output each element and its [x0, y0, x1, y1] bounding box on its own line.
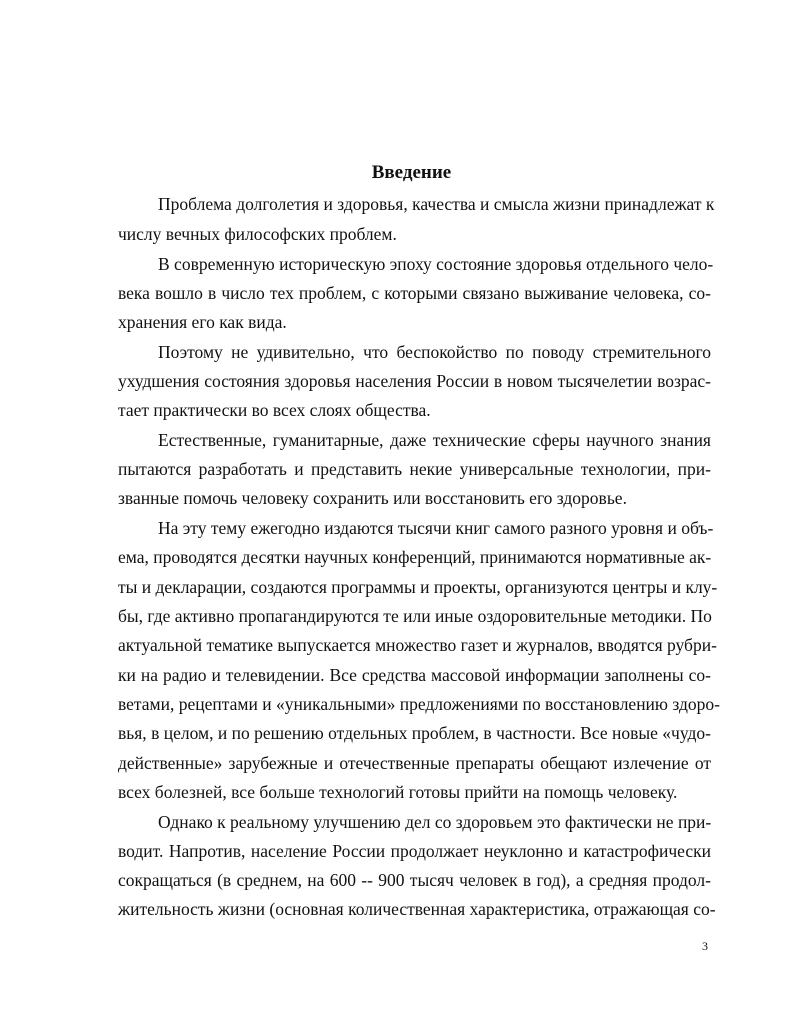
text-line: жительность жизни (основная количественная характеристика, отражающая со- [118, 899, 716, 919]
text-line: бы, где активно пропагандируются те или иные оздоровительные методики. По [118, 606, 712, 626]
text-line: На эту тему ежегодно издаются тысячи книг самого разного уровня и объ- [158, 518, 714, 538]
text-line: хранения его как вида. [118, 312, 287, 332]
text-line: В современную историческую эпоху состояние здоровья отдельного чело- [158, 254, 714, 274]
text-line: ки на радио и телевидении. Все средства массовой информации заполнены со- [118, 665, 711, 685]
text-line: ема, проводятся десятки научных конференций, принимаются нормативные ак- [118, 547, 712, 567]
text-line: званные помочь человеку сохранить или восстановить его здоровье. [118, 488, 627, 508]
page-number: 3 [702, 939, 708, 953]
text-line: Однако к реальному улучшению дел со здоровьем это фактически не при- [158, 812, 712, 832]
text-line: сокращаться (в среднем, на 600 -- 900 тысяч человек в год), а средняя продол- [118, 870, 711, 890]
text-line: вья, в целом, и по решению отдельных проблем, в частности. Все новые «чудо- [118, 723, 711, 743]
text-line: Естественные, гуманитарные, даже технические сферы научного знания [158, 430, 711, 450]
text-line: всех болезней, все больше технологий готовы прийти на помощь человеку. [118, 782, 678, 802]
text-line: ухудшения состояния здоровья населения России в новом тысячелетии возрас- [118, 371, 711, 391]
page-title: Введение [371, 162, 452, 183]
text-line: Проблема долголетия и здоровья, качества и смысла жизни принадлежат к [158, 194, 715, 214]
text-line: века вошло в число тех проблем, с которыми связано выживание человека, со- [118, 283, 711, 303]
text-line: Поэтому не удивительно, что беспокойство по поводу стремительного [158, 342, 711, 362]
text-line: водит. Напротив, население России продолжает неуклонно и катастрофически [118, 841, 711, 861]
text-line: актуальной тематике выпускается множество газет и журналов, вводятся рубри- [118, 635, 717, 655]
text-line: ты и декларации, создаются программы и проекты, организуются центры и клу- [118, 577, 718, 597]
text-line: действенные» зарубежные и отечественные препараты обещают излечение от [118, 753, 711, 773]
text-line: пытаются разработать и представить некие универсальные технологии, при- [118, 459, 711, 479]
text-line: ветами, рецептами и «уникальными» предложениями по восстановлению здоро- [118, 694, 720, 714]
text-line: числу вечных философских проблем. [118, 224, 397, 244]
text-line: тает практически во всех слоях общества. [118, 400, 431, 420]
